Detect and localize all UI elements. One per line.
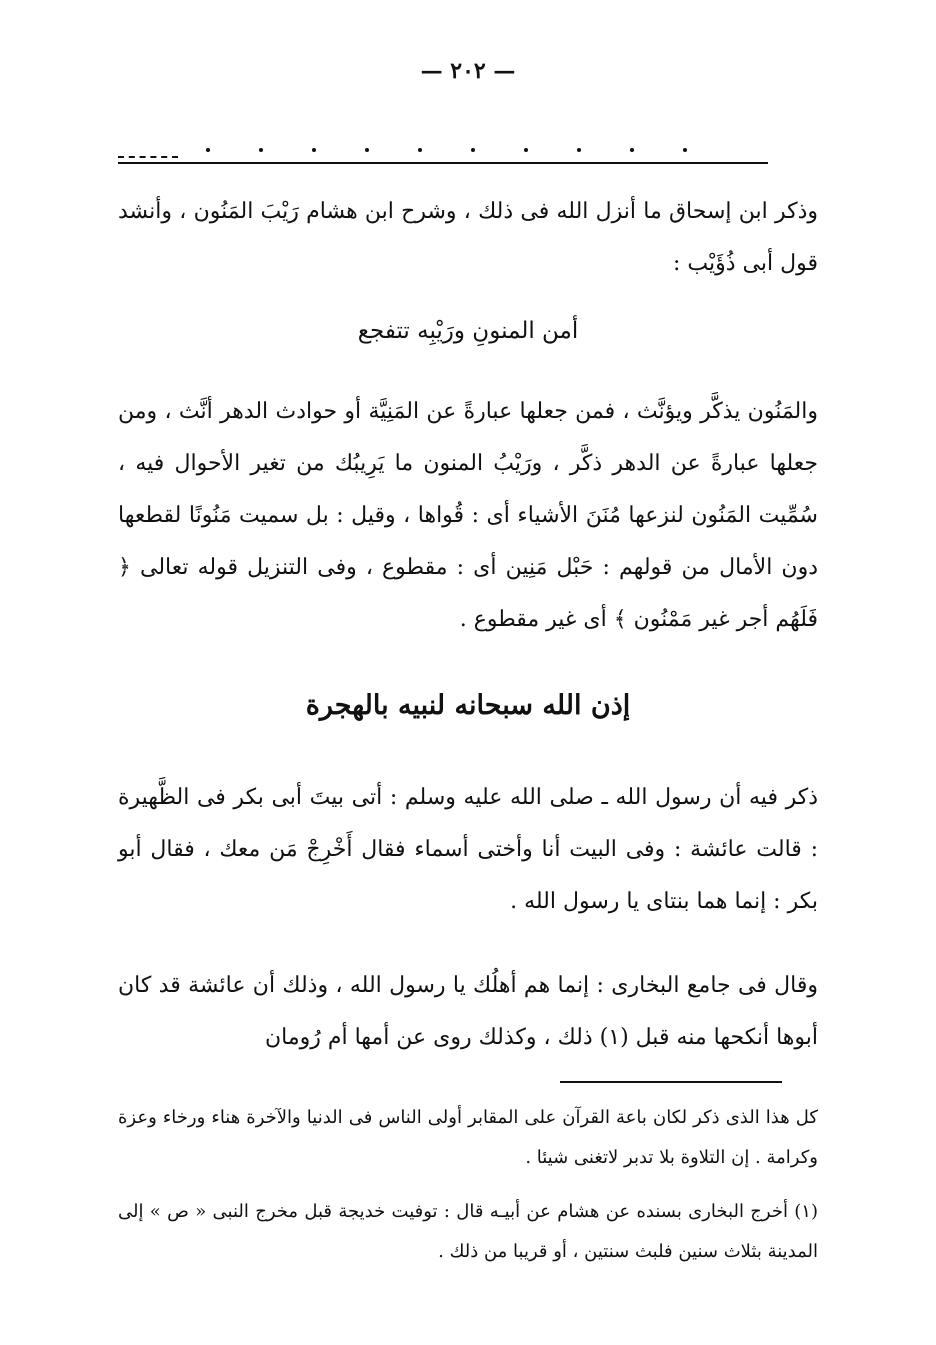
dashed-segment <box>118 156 178 158</box>
poetry-verse: أمن المنونِ ورَيْبِه تتفجع <box>357 318 579 344</box>
solid-rule <box>118 162 768 164</box>
bukhari-paragraph: وقال فى جامع البخارى : إنما هم أهلُك يا رسول الله ، وذلك أن عائشة قد كان أبوها أنكحها منه قبل (١) ذلك ، وكذلك روى عن أمها أم رُومان <box>118 973 818 1050</box>
manun-paragraph: والمَنُون يذكَّر ويؤنَّث ، فمن جعلها عبارةً عن المَنِيَّة أو حوادث الدهر أنَّث ، ومن جعلها عبارةً عن الدهر ذكَّر ، ورَيْبُ المنون ما يَرِيبُك من تغير الأحوال فيه ، سُمِّيت المَنُون لنزعها مُنَنَ الأشياء أى : قُواها ، وقيل : بل سميت مَنُونًا لقطعها دون الأمال من قولهم : حَبْل مَنِين أى : مقطوع ، وفى التنزيل قوله تعالى ﴿ فَلَهُم أجر غير مَمْنُون ﴾ أى غير مقطوع . <box>118 399 818 632</box>
header-rule <box>118 146 768 166</box>
footnote-1: (١) أخرج البخارى بسنده عن هشام عن أبيـه قال : توفيت خديجة قبل مخرج النبى « ص » إلى المدينة بثلاث سنين فلبث سنتين ، أو قريبا من ذلك . <box>118 1201 818 1262</box>
dotted-ornament <box>158 146 758 154</box>
footnote-separator <box>560 1081 782 1083</box>
section-heading: إذن الله سبحانه لنبيه بالهجرة <box>305 690 631 721</box>
intro-paragraph: وذكر ابن إسحاق ما أنزل الله فى ذلك ، وشرح ابن هشام رَيْبَ المَنُون ، وأنشد قول أبى ذُؤَيْب : <box>118 199 818 276</box>
page-number: — ٢٠٢ — <box>420 58 516 84</box>
hijra-paragraph: ذكر فيه أن رسول الله ـ صلى الله عليه وسلم : أتى بيتَ أبى بكر فى الظَّهيرة : قالت عائشة : وفى البيت أنا وأختى أسماء فقال أَخْرِجْ مَن معك ، فقال أبو بكر : إنما هما بنتاى يا رسول الله . <box>118 785 818 914</box>
footnote-continuation: كل هذا الذى ذكر لكان باعة القرآن على المقابر أولى الناس فى الدنيا والآخرة هناء ورخاء وعزة وكرامة . إن التلاوة بلا تدبر لاتغنى شيئا . <box>118 1107 818 1168</box>
